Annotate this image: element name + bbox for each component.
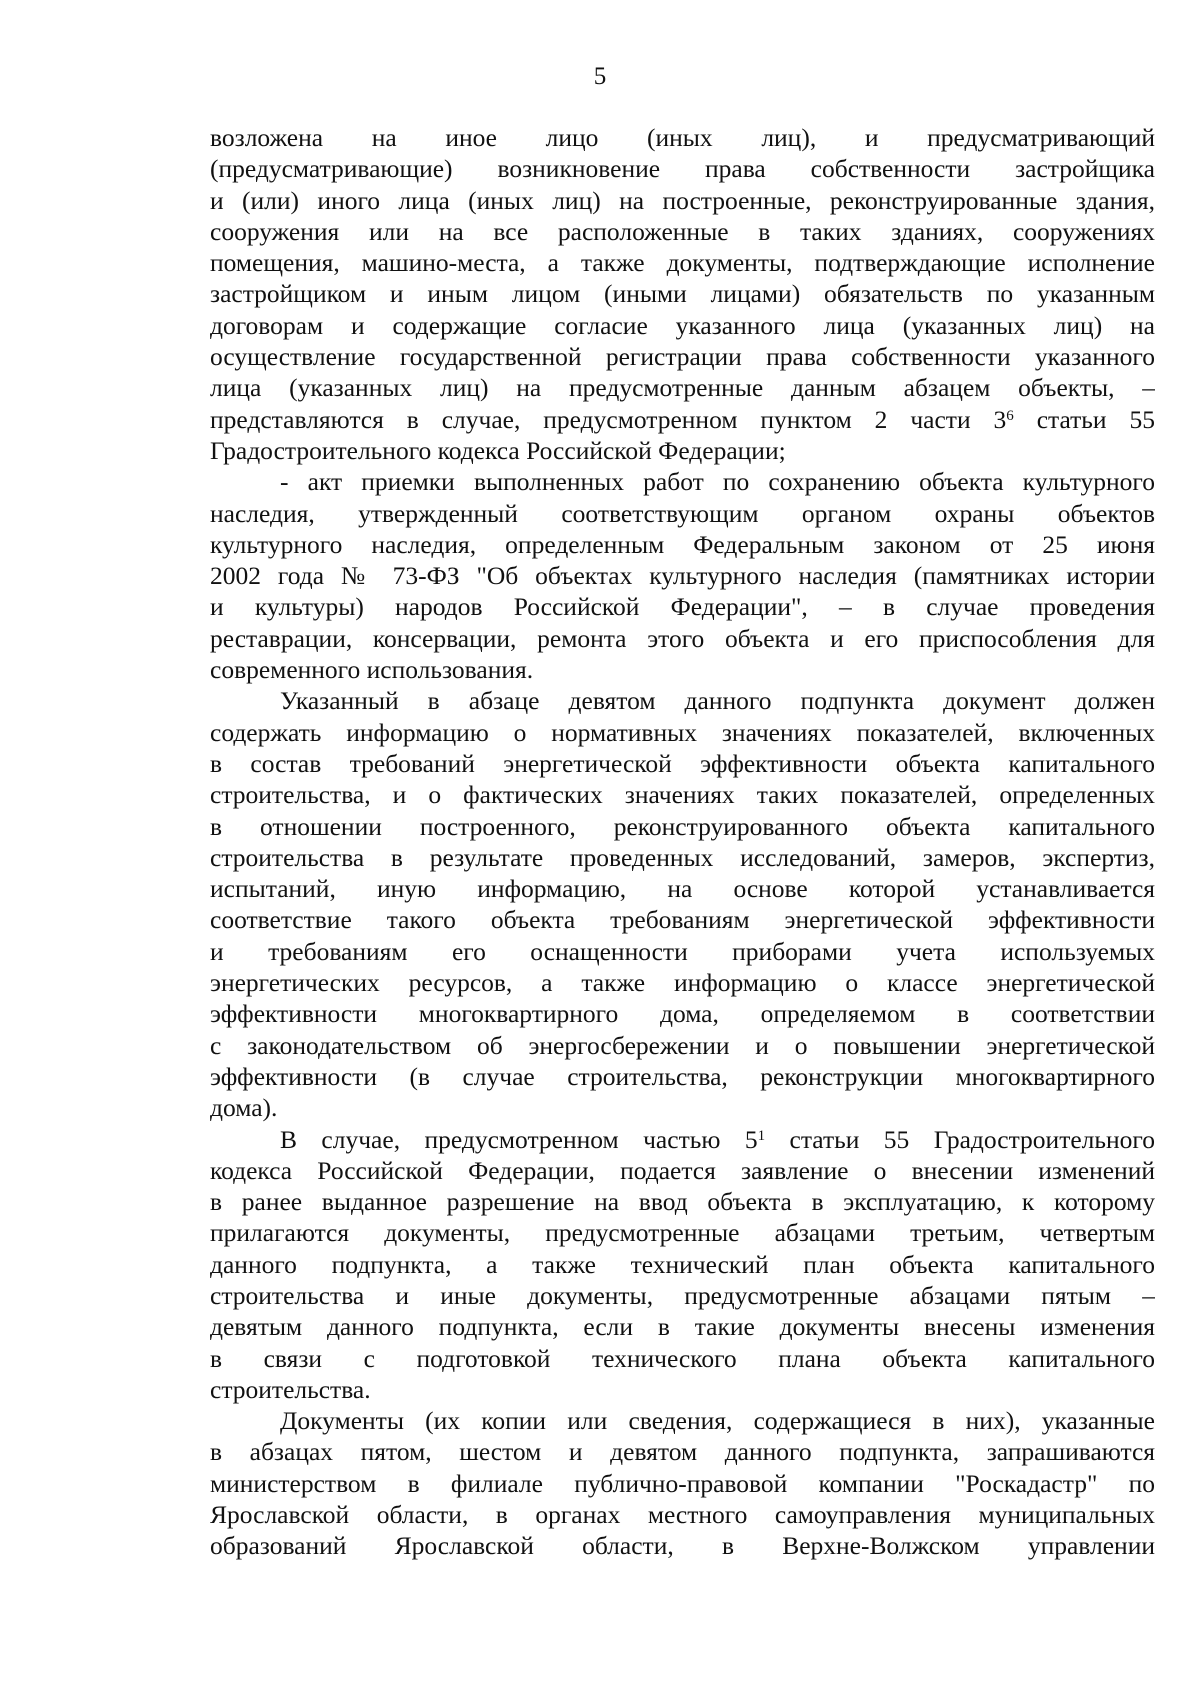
text-line: с законодательством об энергосбережении и о повышении энергетической	[210, 1030, 1155, 1060]
superscript: 6	[1006, 407, 1014, 424]
text-segment: статьи 55 Градостроительного	[765, 1124, 1155, 1154]
text-line: - акт приемки выполненных работ по сохранению объекта культурного	[280, 467, 1155, 497]
text-line: дома).	[210, 1093, 278, 1123]
text-line	[210, 404, 1155, 435]
paragraph	[210, 685, 1155, 1123]
text-line: и (или) иного лица (иных лиц) на построенные, реконструированные здания,	[210, 185, 1155, 215]
text-line: Ярославской области, в органах местного самоуправления муниципальных	[210, 1500, 1155, 1530]
text-line: в связи с подготовкой технического плана объекта капитального	[210, 1343, 1155, 1373]
text-line: девятым данного подпункта, если в такие документы внесены изменения	[210, 1312, 1155, 1342]
text-line: данного подпункта, а также технический план объекта капитального	[210, 1249, 1155, 1279]
text-line: энергетических ресурсов, а также информацию о классе энергетической	[210, 968, 1155, 998]
text-line: в ранее выданное разрешение на ввод объекта в эксплуатацию, к которому	[210, 1187, 1155, 1217]
text-line: сооружения или на все расположенные в таких зданиях, сооружениях	[210, 216, 1155, 246]
text-line: в абзацах пятом, шестом и девятом данного подпункта, запрашиваются	[210, 1437, 1155, 1467]
text-line: Документы (их копии или сведения, содержащиеся в них), указанные	[280, 1406, 1155, 1436]
text-segment: представляются в случае, предусмотренном пунктом 2 части 3	[210, 404, 1007, 434]
text-line: прилагаются документы, предусмотренные абзацами третьим, четвертым	[210, 1218, 1155, 1248]
text-line: возложена на иное лицо (иных лиц), и предусматривающий	[210, 123, 1155, 152]
text-line: и требованиям его оснащенности приборами учета используемых	[210, 936, 1155, 966]
text-line: современного использования.	[210, 655, 534, 685]
text-line: (предусматривающие) возникновение права собственности застройщика	[210, 154, 1155, 184]
paragraph	[210, 122, 1155, 466]
document-body	[210, 122, 1155, 1562]
text-line: министерством в филиале публично-правовой компании "Роскадастр" по	[210, 1468, 1155, 1498]
text-line: образований Ярославской области, в Верхне-Волжском управлении	[210, 1531, 1155, 1561]
text-line: реставрации, консервации, ремонта этого объекта и его приспособления для	[210, 623, 1155, 653]
text-line: содержать информацию о нормативных значениях показателей, включенных	[210, 717, 1155, 747]
paragraph	[210, 466, 1155, 685]
text-line: эффективности многоквартирного дома, определяемом в соответствии	[210, 999, 1155, 1029]
text-line: лица (указанных лиц) на предусмотренные данным абзацем объекты, –	[210, 373, 1155, 403]
text-line: договорам и содержащие согласие указанного лица (указанных лиц) на	[210, 310, 1155, 340]
text-line	[210, 1124, 1155, 1155]
text-line: культурного наследия, определенным Федеральным законом от 25 июня	[210, 529, 1155, 559]
text-line: Указанный в абзаце девятом данного подпункта документ должен	[280, 686, 1155, 716]
text-line: и культуры) народов Российской Федерации", – в случае проведения	[210, 592, 1155, 622]
text-line: застройщиком и иным лицом (иными лицами) обязательств по указанным	[210, 279, 1155, 309]
text-segment: В случае, предусмотренном частью 5	[280, 1124, 758, 1154]
text-line: эффективности (в случае строительства, реконструкции многоквартирного	[210, 1061, 1155, 1091]
text-segment: статьи 55	[1013, 404, 1155, 434]
text-line: в отношении построенного, реконструированного объекта капитального	[210, 811, 1155, 841]
text-line: строительства в результате проведенных исследований, замеров, экспертиз,	[210, 842, 1155, 872]
text-line: наследия, утвержденный соответствующим органом охраны объектов	[210, 498, 1155, 528]
text-line: кодекса Российской Федерации, подается заявление о внесении изменений	[210, 1155, 1155, 1185]
text-line: испытаний, иную информацию, на основе которой устанавливается	[210, 874, 1155, 904]
text-line: в состав требований энергетической эффективности объекта капитального	[210, 748, 1155, 778]
text-line: Градостроительного кодекса Российской Федерации;	[210, 435, 786, 465]
superscript: 1	[757, 1127, 766, 1144]
text-line: осуществление государственной регистрации права собственности указанного	[210, 342, 1155, 372]
page-number: 5	[593, 63, 607, 90]
text-line: 2002 года № 73-ФЗ "Об объектах культурного наследия (памятниках истории	[210, 561, 1155, 591]
text-line: соответствие такого объекта требованиям энергетической эффективности	[210, 905, 1155, 935]
paragraph	[210, 1405, 1155, 1561]
paragraph	[210, 1124, 1155, 1406]
text-line: строительства, и о фактических значениях таких показателей, определенных	[210, 780, 1155, 810]
text-line: строительства.	[210, 1374, 371, 1404]
text-line: помещения, машино-места, а также документы, подтверждающие исполнение	[210, 248, 1155, 278]
text-line: строительства и иные документы, предусмотренные абзацами пятым –	[210, 1280, 1155, 1310]
